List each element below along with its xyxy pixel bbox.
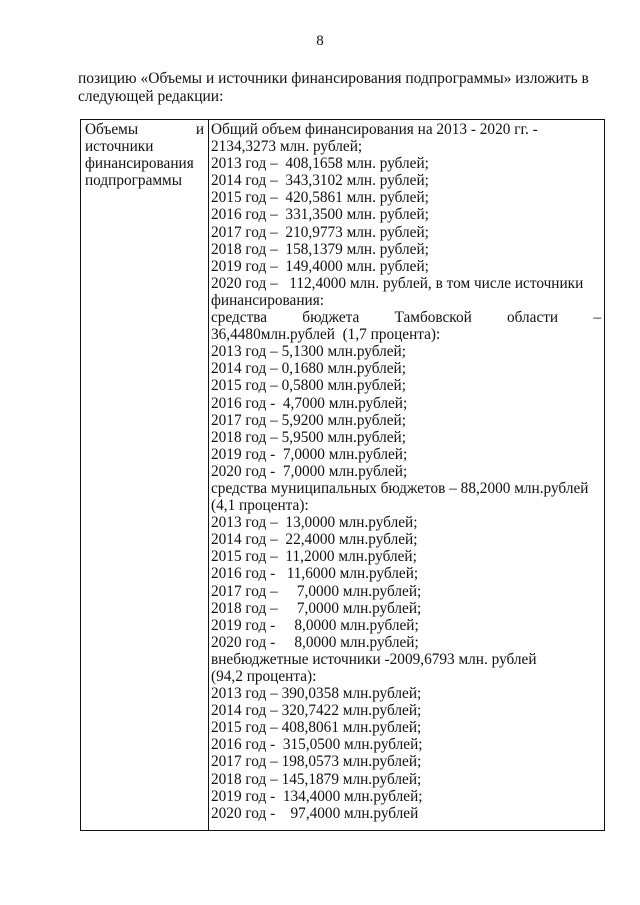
- row-header-word: и: [195, 121, 204, 138]
- municipal-year-line: 2019 год - 8,0000 млн.рублей;: [211, 616, 419, 634]
- column-divider: [208, 120, 209, 830]
- extrabudget-year-line: 2016 год - 315,0500 млн.рублей;: [211, 736, 423, 754]
- municipal-year-line: 2016 год - 11,6000 млн.рублей;: [211, 565, 419, 583]
- total-year-line: 2018 год – 158,1379 млн. рублей;: [211, 240, 429, 258]
- total-year-line: 2016 год – 331,3500 млн. рублей;: [211, 206, 429, 224]
- regional-year-line: 2018 год – 5,9500 млн.рублей;: [211, 428, 406, 446]
- municipal-budget-share: (4,1 процента):: [211, 497, 309, 515]
- regional-year-line: 2019 год - 7,0000 млн.рублей;: [211, 445, 408, 463]
- row-header-word: Объемы: [85, 121, 139, 138]
- municipal-year-line: 2020 год - 8,0000 млн.рублей;: [211, 633, 419, 651]
- total-year-line: 2013 год – 408,1658 млн. рублей;: [211, 155, 429, 173]
- row-header-line: [85, 121, 204, 138]
- regional-year-line: 2015 год – 0,5800 млн.рублей;: [211, 377, 406, 395]
- regional-year-line: 2016 год - 4,7000 млн.рублей;: [211, 394, 408, 412]
- regional-word: –: [593, 309, 601, 327]
- total-heading: Общий объем финансирования на 2013 - 2020 гг. -: [211, 121, 538, 138]
- regional-budget-amount: 36,4480млн.рублей (1,7 процента):: [211, 326, 441, 344]
- regional-year-line: 2014 год – 0,1680 млн.рублей;: [211, 360, 406, 378]
- regional-word: бюджета: [302, 309, 360, 327]
- extrabudget-share: (94,2 процента):: [211, 668, 317, 685]
- regional-word: области: [506, 309, 559, 327]
- regional-year-line: 2017 год – 5,9200 млн.рублей;: [211, 411, 406, 429]
- sources-heading: финансирования:: [211, 291, 325, 309]
- row-header-line: финансирования: [85, 155, 194, 173]
- page-number: 8: [316, 33, 324, 49]
- total-year-2020-line: 2020 год – 112,4000 млн. рублей, в том числе источники: [211, 274, 584, 292]
- row-header-cell: [85, 121, 204, 189]
- extrabudget-year-line: 2019 год - 134,4000 млн.рублей;: [211, 787, 423, 805]
- financing-details-cell: [211, 121, 601, 822]
- intro-line: позицию «Объемы и источники финансирования подпрограммы» изложить в: [78, 70, 589, 87]
- row-header-line: подпрограммы: [85, 172, 183, 190]
- municipal-budget-heading: средства муниципальных бюджетов – 88,2000 млн.рублей: [211, 479, 589, 497]
- intro-paragraph: [78, 70, 604, 105]
- extrabudget-year-line: 2017 год – 198,0573 млн.рублей;: [211, 753, 422, 771]
- municipal-year-line: 2014 год – 22,4000 млн.рублей;: [211, 531, 418, 549]
- row-header-line: источники: [85, 138, 154, 156]
- municipal-year-line: 2017 год – 7,0000 млн.рублей;: [211, 582, 422, 600]
- total-year-line: 2014 год – 343,3102 млн. рублей;: [211, 172, 429, 190]
- municipal-year-line: 2018 год – 7,0000 млн.рублей;: [211, 599, 422, 617]
- extrabudget-year-line: 2014 год – 320,7422 млн.рублей;: [211, 702, 422, 720]
- extrabudget-year-line: 2020 год - 97,4000 млн.рублей: [211, 804, 419, 822]
- total-year-line: 2017 год – 210,9773 млн. рублей;: [211, 223, 429, 241]
- total-amount: 2134,3273 млн. рублей;: [211, 138, 363, 156]
- regional-word: Тамбовской: [394, 309, 472, 327]
- intro-line: следующей редакции:: [78, 87, 224, 105]
- municipal-year-line: 2013 год – 13,0000 млн.рублей;: [211, 514, 418, 532]
- total-year-line: 2019 год – 149,4000 млн. рублей;: [211, 257, 429, 275]
- extrabudget-heading: внебюджетные источники -2009,6793 млн. рублей: [211, 650, 537, 668]
- extrabudget-year-line: 2013 год – 390,0358 млн.рублей;: [211, 685, 422, 703]
- total-year-line: 2015 год – 420,5861 млн. рублей;: [211, 189, 429, 207]
- extrabudget-year-line: 2018 год – 145,1879 млн.рублей;: [211, 770, 422, 788]
- regional-year-line: 2013 год – 5,1300 млн.рублей;: [211, 343, 406, 361]
- regional-year-line: 2020 год - 7,0000 млн.рублей;: [211, 462, 408, 480]
- regional-budget-heading: [211, 309, 601, 326]
- municipal-year-line: 2015 год – 11,2000 млн.рублей;: [211, 548, 417, 566]
- financing-table: [80, 119, 605, 831]
- extrabudget-year-line: 2015 год – 408,8061 млн.рублей;: [211, 719, 422, 737]
- regional-word: средства: [211, 309, 268, 327]
